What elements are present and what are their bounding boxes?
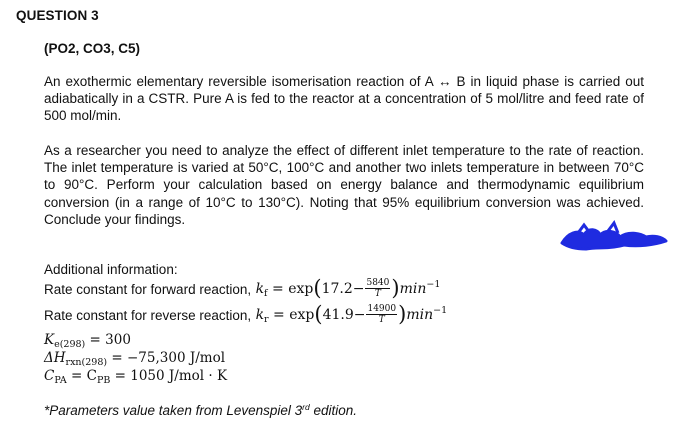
kf-numerator: 5840 [366,277,390,288]
cpa-subscript: PA [54,375,67,386]
cpb-subscript: PB [96,375,111,386]
kr-numerator: 14900 [367,303,397,314]
footnote [44,403,357,418]
ke-subscript: e(298) [54,339,86,350]
footnote-edition: edition. [309,403,357,418]
equilibrium-constant [44,332,131,348]
kf-equals: = exp [272,281,314,297]
kf-constant: 17.2 [321,281,353,297]
kf-denominator: T [374,288,381,299]
kf-close-paren: ) [391,275,400,300]
cpa-symbol: C [44,368,55,384]
additional-info-title: Additional information: [44,262,178,277]
kf-open-paren: ( [313,275,322,300]
kr-open-paren: ( [314,301,323,326]
cp-value: = 1050 J/mol · K [110,368,228,384]
kf-subscript: f [264,288,268,299]
kr-symbol: k [255,307,265,323]
dh-symbol: ΔH [44,350,66,366]
kr-close-paren: ) [398,301,407,326]
kr-label: Rate constant for reverse reaction, [44,307,252,323]
footnote-ordinal: rd [302,402,310,412]
kr-minus: − [353,307,366,323]
cpb-symbol: = C [66,368,97,384]
heat-of-reaction [44,350,225,366]
reverse-rate-constant [44,302,447,328]
kr-denominator: T [378,314,385,325]
kf-minus: − [352,281,365,297]
dh-subscript: rxn(298) [65,357,108,368]
heat-capacity [44,368,227,384]
outcome-codes: (PO2, CO3, C5) [44,41,141,56]
forward-rate-constant [44,276,440,302]
kr-constant: 41.9 [322,307,354,323]
kf-label: Rate constant for forward reaction, [44,281,252,297]
kr-unit-text: min [406,307,434,323]
footnote-text: *Parameters value taken from Levenspiel 3 [44,403,303,418]
dh-value: = −75,300 J/mol [107,350,226,366]
task-statement: As a researcher you need to analyze the effect of different inlet temperature to the rate of reaction. The inlet temperature is varied at 50°C, 100°C and another two inlets temperature in between 70°C to 90°C. Perform your calculation based on energy balance and thermodynamic equilibrium conversion (in a range of 10°C to 130°C). Noting that 95% equilibrium conversion was achieved. Conclude your findings. [44,143,644,227]
kr-equals: = exp [273,307,315,323]
kr-subscript: r [264,314,269,325]
problem-statement: An exothermic elementary reversible isomerisation reaction of A ↔ B in liquid phase is carried out adiabatically in a CSTR. Pure A is fed to the reactor at a concentration of 5 mol/litre and feed rate of 500 mol/min. [44,74,644,124]
kr-unit [406,307,447,323]
kf-unit [400,281,441,297]
ke-symbol: K [44,332,55,348]
kf-symbol: k [255,281,265,297]
kf-fraction [365,278,390,299]
kf-unit-exp: −1 [426,279,441,290]
kf-equation [251,281,313,297]
ke-value: = 300 [85,332,131,348]
kr-equation [251,307,314,323]
kr-unit-exp: −1 [433,305,448,316]
redaction-scribble [558,219,668,255]
kr-fraction [366,304,397,325]
kf-unit-text: min [399,281,427,297]
question-heading: QUESTION 3 [16,8,99,23]
